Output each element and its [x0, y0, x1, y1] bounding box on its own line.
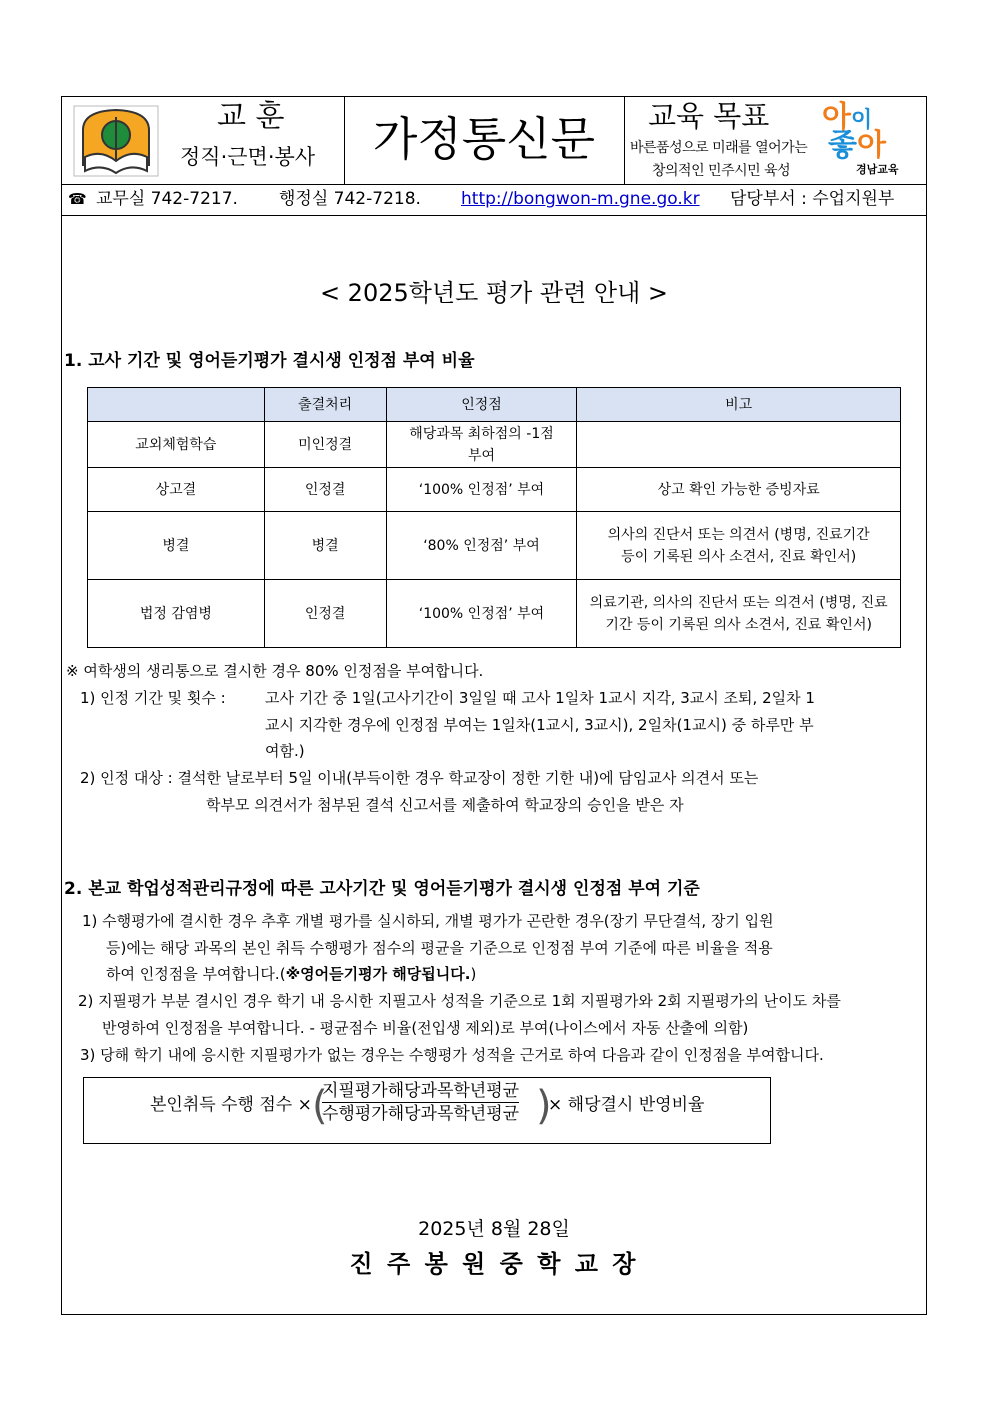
table-header-row [88, 388, 901, 422]
note: ※ 여학생의 생리통으로 결시한 경우 80% 인정점을 부여합니다. [66, 662, 484, 680]
item1-line: 교시 지각한 경우에 인정점 부여는 1일차(1교시, 3교시), 2일차(1교시) 중 하루만 부 [265, 716, 814, 734]
p2-line: 반영하여 인정점을 부여합니다. - 평균점수 비율(전입생 제외)로 부여(나이스에서 자동 산출에 의함) [102, 1019, 749, 1037]
table-row [88, 580, 901, 648]
goal-line2: 창의적인 민주시민 육성 [652, 163, 791, 179]
document-title: < 2025학년도 평가 관련 안내 > [319, 279, 669, 307]
table-cell: ‘80% 인정점’ 부여 [386, 512, 577, 580]
admin-phone: 행정실 742-7218. [279, 189, 421, 209]
formula-box [83, 1077, 771, 1144]
table-cell: 상고결 [88, 468, 265, 512]
school-website-link[interactable]: http://bongwon-m.gne.go.kr [461, 189, 700, 209]
table-cell [577, 422, 901, 468]
table-cell: 인정결 [264, 468, 386, 512]
paren-close: ) [536, 1083, 552, 1129]
gyeongnam-education-logo: 아이 좋아 경남교육 [822, 100, 899, 176]
table-cell: 법정 감염병 [88, 580, 265, 648]
formula-fraction [322, 1080, 519, 1125]
p3-line: 3) 당해 학기 내에 응시한 지필평가가 없는 경우는 수행평가 성적을 근거로 하여 다음과 같이 인정점을 부여합니다. [80, 1046, 824, 1064]
goal-line1: 바른품성으로 미래를 열어가는 [630, 140, 808, 156]
goal-title: 교육 목표 [648, 99, 770, 133]
table-cell: 해당과목 최하점의 -1점 부여 [386, 422, 577, 468]
table-header: 인정점 [386, 388, 577, 422]
school-emblem-icon [73, 105, 159, 177]
table-cell: 상고 확인 가능한 증빙자료 [577, 468, 901, 512]
p1-line: 등)에는 해당 과목의 본인 취득 수행평가 점수의 평균을 기준으로 인정점 부여 기준에 따른 비율을 적용 [106, 939, 773, 957]
table-row [88, 512, 901, 580]
section2-heading: 2. 본교 학업성적관리규정에 따른 고사기간 및 영어듣기평가 결시생 인정점 부여 기준 [64, 879, 700, 899]
table-header [88, 388, 265, 422]
item1-label: 1) 인정 기간 및 횟수 : [80, 689, 226, 707]
item1-line: 고사 기간 중 1일(고사기간이 3일일 때 고사 1일차 1교시 지각, 3교시 조퇴, 2일차 1 [265, 689, 815, 707]
goal-cell [624, 97, 926, 184]
table-row [88, 422, 901, 468]
issue-date: 2025년 8월 28일 [418, 1218, 570, 1240]
p1-line: 1) 수행평가에 결시한 경우 추후 개별 평가를 실시하되, 개별 평가가 곤란한 경우(장기 무단결석, 장기 입원 [82, 912, 774, 930]
table-cell: 의료기관, 의사의 진단서 또는 의견서 (병명, 진료기간 등이 기록된 의사 소견서, 진료 확인서) [577, 580, 901, 648]
item2-line: 학부모 의견서가 첨부된 결석 신고서를 제출하여 학교장의 승인을 받은 자 [206, 796, 684, 814]
contact-bar [62, 184, 926, 216]
table-cell: 의사의 진단서 또는 의견서 (병명, 진료기간 등이 기록된 의사 소견서, 진료 확인서) [577, 512, 901, 580]
motto-cell [62, 97, 345, 184]
paren-open: ( [312, 1083, 328, 1129]
newsletter-title: 가정통신문 [372, 112, 596, 166]
section1-heading: 1. 고사 기간 및 영어듣기평가 결시생 인정점 부여 비율 [64, 351, 475, 371]
motto-title: 교 훈 [217, 99, 285, 134]
table-cell: 병결 [264, 512, 386, 580]
table-cell: ‘100% 인정점’ 부여 [386, 468, 577, 512]
p1-text: 하여 인정점을 부여합니다.( [106, 965, 286, 983]
newsletter-frame [61, 96, 927, 1315]
table-cell: ‘100% 인정점’ 부여 [386, 580, 577, 648]
formula-denominator: 수행평가해당과목학년평균 [322, 1104, 520, 1124]
formula-numerator: 지필평가해당과목학년평균 [322, 1081, 520, 1101]
newsletter-title-cell [344, 97, 625, 184]
table-header: 출결처리 [264, 388, 386, 422]
department: 담당부서 : 수업지원부 [730, 189, 895, 209]
absence-score-table [87, 387, 901, 648]
office-phone: 교무실 742-7217. [96, 189, 238, 209]
logo-sub: 경남교육 [856, 163, 899, 176]
telephone-icon: ☎ [68, 190, 87, 208]
p2-line: 2) 지필평가 부분 결시인 경우 학기 내 응시한 지필고사 성적을 기준으로 1회 지필평가와 2회 지필평가의 난이도 차를 [78, 992, 841, 1010]
p1-line [106, 963, 476, 984]
table-row [88, 468, 901, 512]
header [62, 97, 926, 185]
table-cell: 인정결 [264, 580, 386, 648]
table-cell: 미인정결 [264, 422, 386, 468]
table-cell: 교외체험학습 [88, 422, 265, 468]
p1-bold: ※영어듣기평가 해당됩니다. [285, 965, 471, 983]
table-header: 비고 [577, 388, 901, 422]
table-cell: 병결 [88, 512, 265, 580]
formula-right: × 해당결시 반영비율 [548, 1095, 705, 1115]
formula-left: 본인취득 수행 점수 × [150, 1095, 312, 1115]
motto-text: 정직·근면·봉사 [180, 145, 316, 169]
principal-signature: 진 주 봉 원 중 학 교 장 [349, 1250, 639, 1278]
item2-line: 2) 인정 대상 : 결석한 날로부터 5일 이내(부득이한 경우 학교장이 정한 기한 내)에 담임교사 의견서 또는 [80, 769, 759, 787]
item1-line: 여함.) [265, 742, 305, 760]
p1-end: ) [470, 965, 477, 983]
